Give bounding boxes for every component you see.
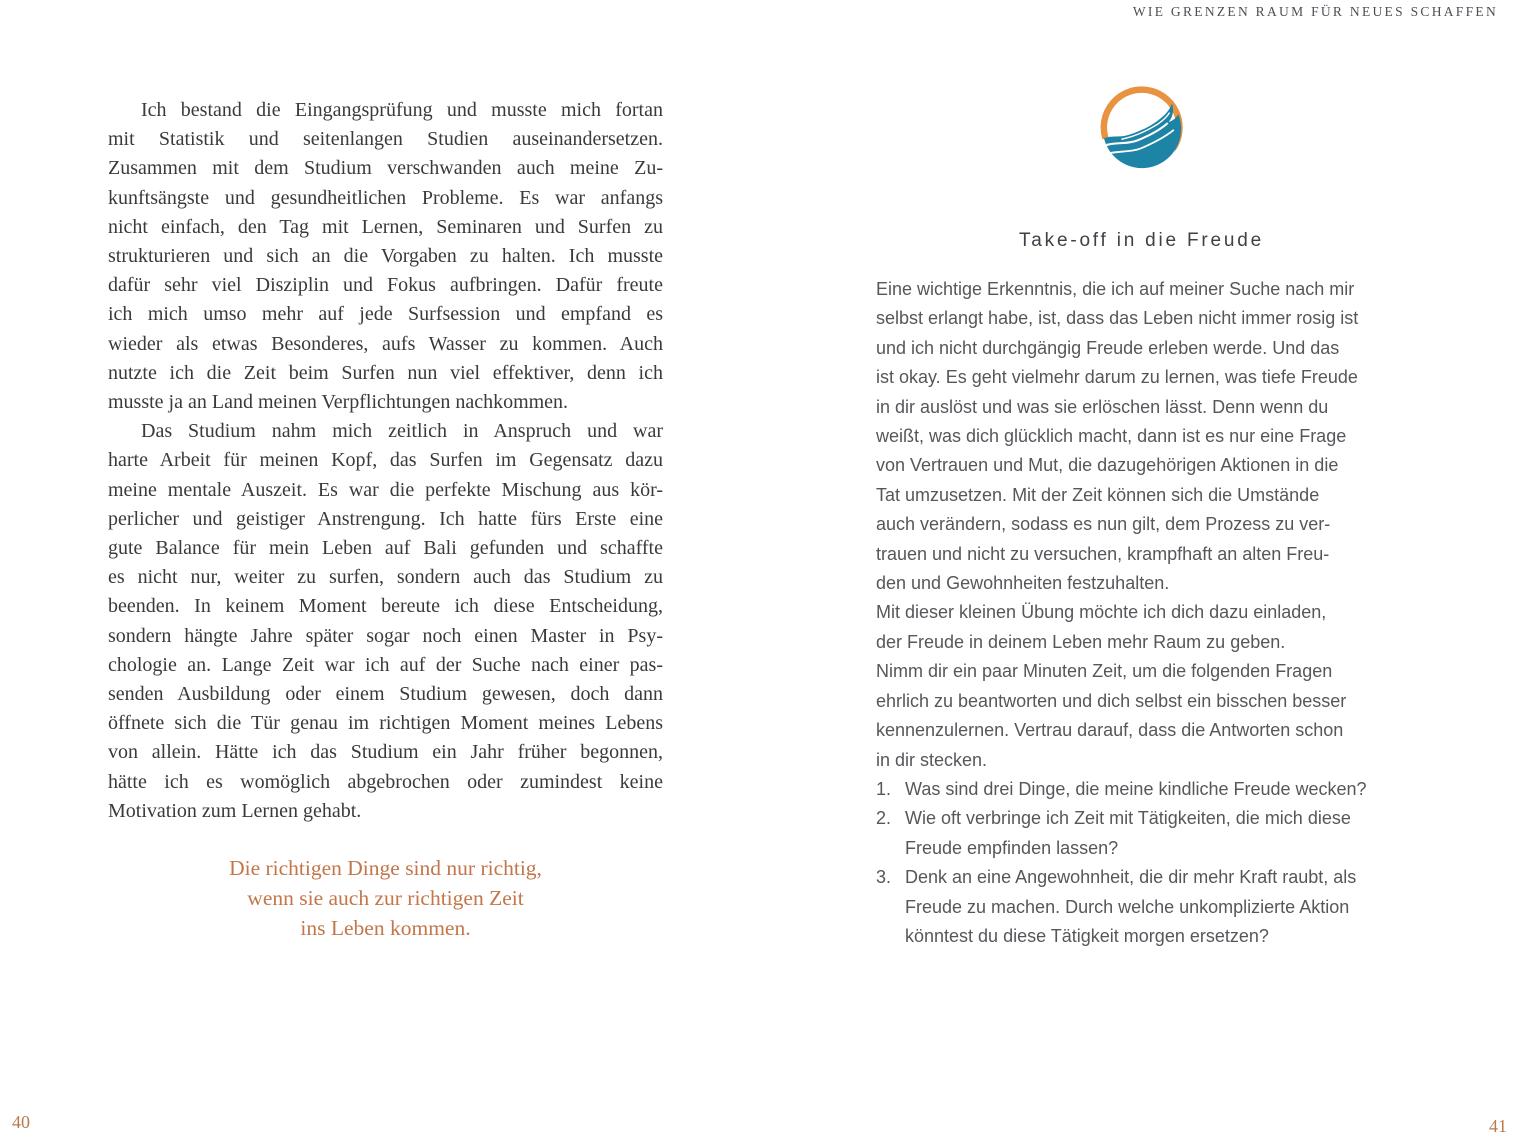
list-number: 1. xyxy=(876,778,892,799)
text-line: selbst erlangt habe, ist, dass das Leben nicht immer rosig ist xyxy=(876,308,1359,329)
text-line: nutzte ich die Zeit beim Surfen nun viel effektiver, denn ich xyxy=(108,361,663,384)
text-line: ich mich umso mehr auf jede Surfsession und empfand es xyxy=(108,303,663,326)
right-page-text-column xyxy=(876,86,1407,951)
text-line: Motivation zum Lernen gehabt. xyxy=(108,799,362,822)
text-line: könntest du diese Tätigkeit morgen ersetzen? xyxy=(905,925,1269,946)
text-line: von allein. Hätte ich das Studium ein Jahr früher begonnen, xyxy=(108,741,663,764)
page-number-right: 41 xyxy=(1489,1116,1507,1136)
text-line: Freude zu machen. Durch welche unkomplizierte Aktion xyxy=(905,896,1350,917)
text-line: weißt, was dich glücklich macht, dann ist es nur eine Frage xyxy=(876,426,1347,447)
text-line: und ich nicht durchgängig Freude erleben werde. Und das xyxy=(876,337,1340,358)
text-line: senden Ausbildung oder einem Studium gewesen, doch dann xyxy=(108,683,663,706)
page-number-left: 40 xyxy=(12,1112,30,1132)
text-line: Was sind drei Dinge, die meine kindliche Freude wecken? xyxy=(905,778,1367,799)
text-line: in dir stecken. xyxy=(876,749,988,770)
text-line: kunftsängste und gesundheitlichen Probleme. Es war anfangs xyxy=(108,186,663,209)
pull-quote xyxy=(108,853,663,943)
text-line: in dir auslöst und was sie erlöschen lässt. Denn wenn du xyxy=(876,396,1329,417)
text-line: ist okay. Es geht vielmehr darum zu lernen, was tiefe Freude xyxy=(876,367,1358,388)
list-item xyxy=(876,804,1407,863)
text-line: öffnete sich die Tür genau im richtigen Moment meines Lebens xyxy=(108,712,663,735)
text-line: dafür sehr viel Disziplin und Fokus aufbringen. Dafür freute xyxy=(108,274,663,297)
exercise-body xyxy=(876,275,1407,775)
text-line: strukturieren und sich an die Vorgaben zu halten. Ich musste xyxy=(108,245,663,268)
text-line: mit Statistik und seitenlangen Studien auseinandersetzen. xyxy=(108,128,663,151)
text-line: Ich bestand die Eingangsprüfung und musste mich fortan xyxy=(141,99,663,121)
text-line: gute Balance für mein Leben auf Bali gefunden und schaffte xyxy=(108,537,663,560)
text-line: Wie oft verbringe ich Zeit mit Tätigkeiten, die mich diese xyxy=(905,808,1351,829)
text-line: Denk an eine Angewohnheit, die dir mehr Kraft raubt, als xyxy=(905,867,1357,888)
running-header: WIE GRENZEN RAUM FÜR NEUES SCHAFFEN xyxy=(1132,4,1498,19)
text-line: es nicht nur, weiter zu surfen, sondern auch das Studium zu xyxy=(108,566,663,589)
left-page-text-column xyxy=(108,96,663,943)
text-line: Zusammen mit dem Studium verschwanden auch meine Zu- xyxy=(108,157,663,180)
text-line: perlicher und geistiger Anstrengung. Ich hatte fürs Erste eine xyxy=(108,507,663,530)
sun-wave-logo-icon xyxy=(1098,86,1186,172)
list-number: 2. xyxy=(876,808,892,829)
exercise-heading: Take-off in die Freude xyxy=(1018,230,1265,251)
text-line: Nimm dir ein paar Minuten Zeit, um die folgenden Fragen xyxy=(876,661,1333,682)
text-line: beenden. In keinem Moment bereute ich diese Entscheidung, xyxy=(108,595,663,618)
text-line: der Freude in deinem Leben mehr Raum zu geben. xyxy=(876,631,1286,652)
text-line: Tat umzusetzen. Mit der Zeit können sich die Umstände xyxy=(876,484,1320,505)
text-line: Freude empfinden lassen? xyxy=(905,837,1119,858)
text-line: kennenzulernen. Vertrau darauf, dass die Antworten schon xyxy=(876,720,1344,741)
text-line: von Vertrauen und Mut, die dazugehörigen Aktionen in die xyxy=(876,455,1339,476)
text-line: Eine wichtige Erkenntnis, die ich auf meiner Suche nach mir xyxy=(876,279,1355,299)
text-line: meine mentale Auszeit. Es war die perfekte Mischung aus kör- xyxy=(108,478,663,501)
text-line: ehrlich zu beantworten und dich selbst ein bisschen besser xyxy=(876,690,1347,711)
quote-line: ins Leben kommen. xyxy=(300,916,471,941)
list-number: 3. xyxy=(876,867,892,888)
quote-line: Die richtigen Dinge sind nur richtig, xyxy=(229,856,542,881)
question-list xyxy=(876,775,1407,951)
text-line: Das Studium nahm mich zeitlich in Anspruch und war xyxy=(141,420,663,443)
text-line: chologie an. Lange Zeit war ich auf der Suche nach einer pas- xyxy=(108,653,663,676)
text-line: den und Gewohnheiten festzuhalten. xyxy=(876,573,1170,594)
list-item xyxy=(876,863,1407,951)
text-line: hätte ich es womöglich abgebrochen oder zumindest keine xyxy=(108,770,663,793)
left-paragraph-1 xyxy=(108,96,663,417)
text-line: trauen und nicht zu versuchen, krampfhaft an alten Freu- xyxy=(876,543,1330,564)
text-line: musste ja an Land meinen Verpflichtungen nachkommen. xyxy=(108,391,569,414)
text-line: harte Arbeit für meinen Kopf, das Surfen im Gegensatz dazu xyxy=(108,449,663,472)
text-line: nicht einfach, den Tag mit Lernen, Seminaren und Surfen zu xyxy=(108,215,663,238)
text-line: wieder als etwas Besonderes, aufs Wasser zu kommen. Auch xyxy=(108,332,663,355)
quote-line: wenn sie auch zur richtigen Zeit xyxy=(247,886,524,911)
text-line: Mit dieser kleinen Übung möchte ich dich dazu einladen, xyxy=(876,602,1327,623)
list-item xyxy=(876,775,1407,804)
left-paragraph-2 xyxy=(108,417,663,826)
text-line: sondern hängte Jahre später sogar noch einen Master in Psy- xyxy=(108,624,663,647)
text-line: auch verändern, sodass es nun gilt, dem Prozess zu ver- xyxy=(876,514,1331,535)
